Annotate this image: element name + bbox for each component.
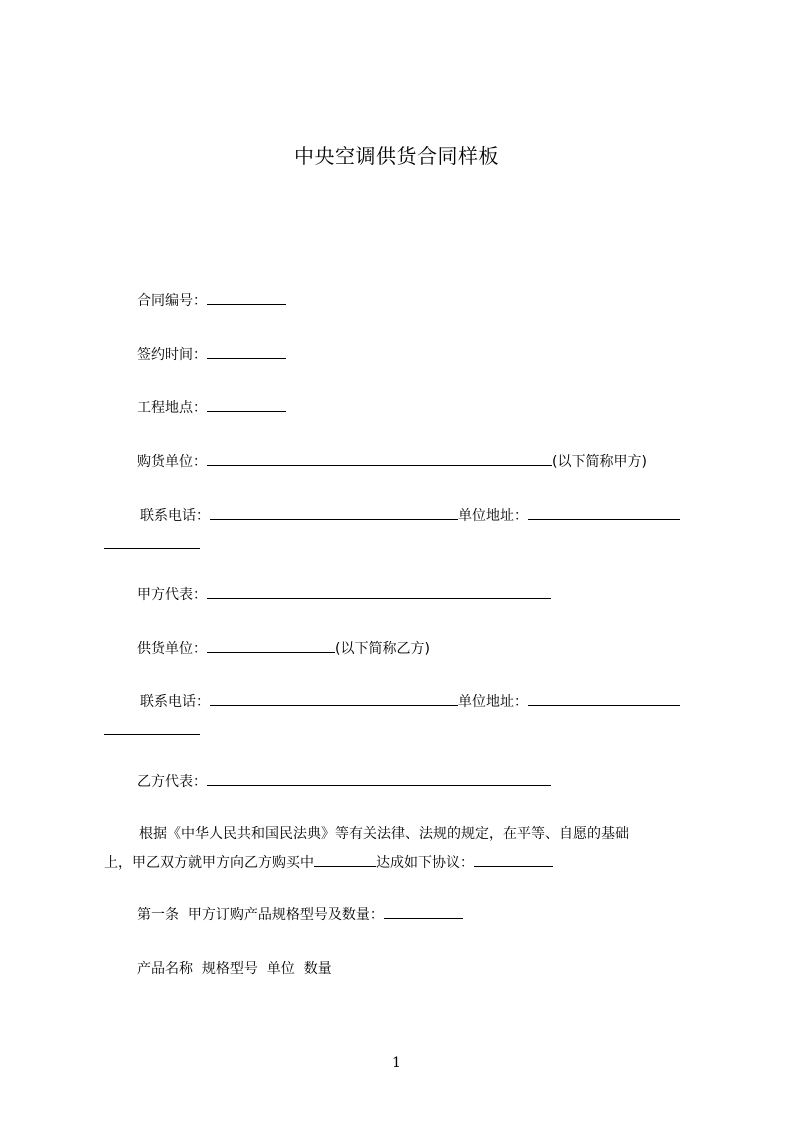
site-label: 工程地点： [137, 400, 207, 416]
agreement-blank[interactable] [474, 852, 553, 867]
supplier-phone-label: 联系电话： [140, 694, 210, 710]
paragraph-1-text-a: 上，甲乙双方就甲方向乙方购买中 [104, 855, 314, 871]
supplier-phone-blank[interactable] [210, 691, 458, 706]
supplier-unit-blank[interactable] [207, 638, 335, 653]
sign-date-label: 签约时间： [137, 347, 207, 363]
buyer-phone-line [140, 505, 680, 526]
article-1-blank[interactable] [384, 904, 463, 919]
buyer-rep-blank[interactable] [207, 584, 551, 599]
buyer-unit-line [137, 451, 647, 472]
purchase-item-blank[interactable] [314, 852, 376, 867]
supplier-rep-blank[interactable] [207, 771, 551, 786]
paragraph-1-line-1: 根据《中华人民共和国民法典》等有关法律、法规的规定，在平等、自愿的基础 [139, 826, 629, 842]
buyer-addr-continuation [104, 534, 200, 555]
supplier-rep-line [137, 771, 551, 792]
buyer-phone-label: 联系电话： [140, 508, 210, 524]
site-blank[interactable] [207, 397, 286, 412]
contract-no-blank[interactable] [207, 290, 286, 305]
paragraph-1-text-b: 达成如下协议： [376, 855, 474, 871]
site-line [137, 397, 286, 418]
supplier-addr-continuation [104, 720, 200, 741]
supplier-unit-suffix: (以下简称乙方) [335, 641, 430, 657]
buyer-unit-label: 购货单位： [137, 454, 207, 470]
document-title: 中央空调供货合同样板 [294, 144, 499, 168]
article-1-text: 第一条 甲方订购产品规格型号及数量： [137, 907, 384, 923]
supplier-addr-blank[interactable] [528, 691, 680, 706]
buyer-rep-label: 甲方代表： [137, 587, 207, 603]
supplier-unit-line [137, 638, 430, 659]
buyer-addr-blank[interactable] [528, 505, 680, 520]
contract-no-label: 合同编号： [137, 293, 207, 309]
table-header: 产品名称 规格型号 单位 数量 [137, 961, 332, 977]
buyer-unit-suffix: (以下简称甲方) [552, 454, 647, 470]
article-1-line [137, 904, 463, 925]
buyer-phone-blank[interactable] [210, 505, 458, 520]
supplier-rep-label: 乙方代表： [137, 774, 207, 790]
sign-date-line [137, 344, 286, 365]
page-number: 1 [392, 1055, 401, 1071]
supplier-unit-label: 供货单位： [137, 641, 207, 657]
buyer-rep-line [137, 584, 551, 605]
buyer-addr-label: 单位地址： [458, 508, 528, 524]
supplier-addr-label: 单位地址： [458, 694, 528, 710]
paragraph-1-line-2 [104, 852, 553, 873]
buyer-unit-blank[interactable] [207, 451, 552, 466]
contract-no-line [137, 290, 286, 311]
supplier-phone-line [140, 691, 680, 712]
sign-date-blank[interactable] [207, 344, 286, 359]
supplier-addr-blank-cont[interactable] [104, 720, 200, 735]
buyer-addr-blank-cont[interactable] [104, 534, 200, 549]
